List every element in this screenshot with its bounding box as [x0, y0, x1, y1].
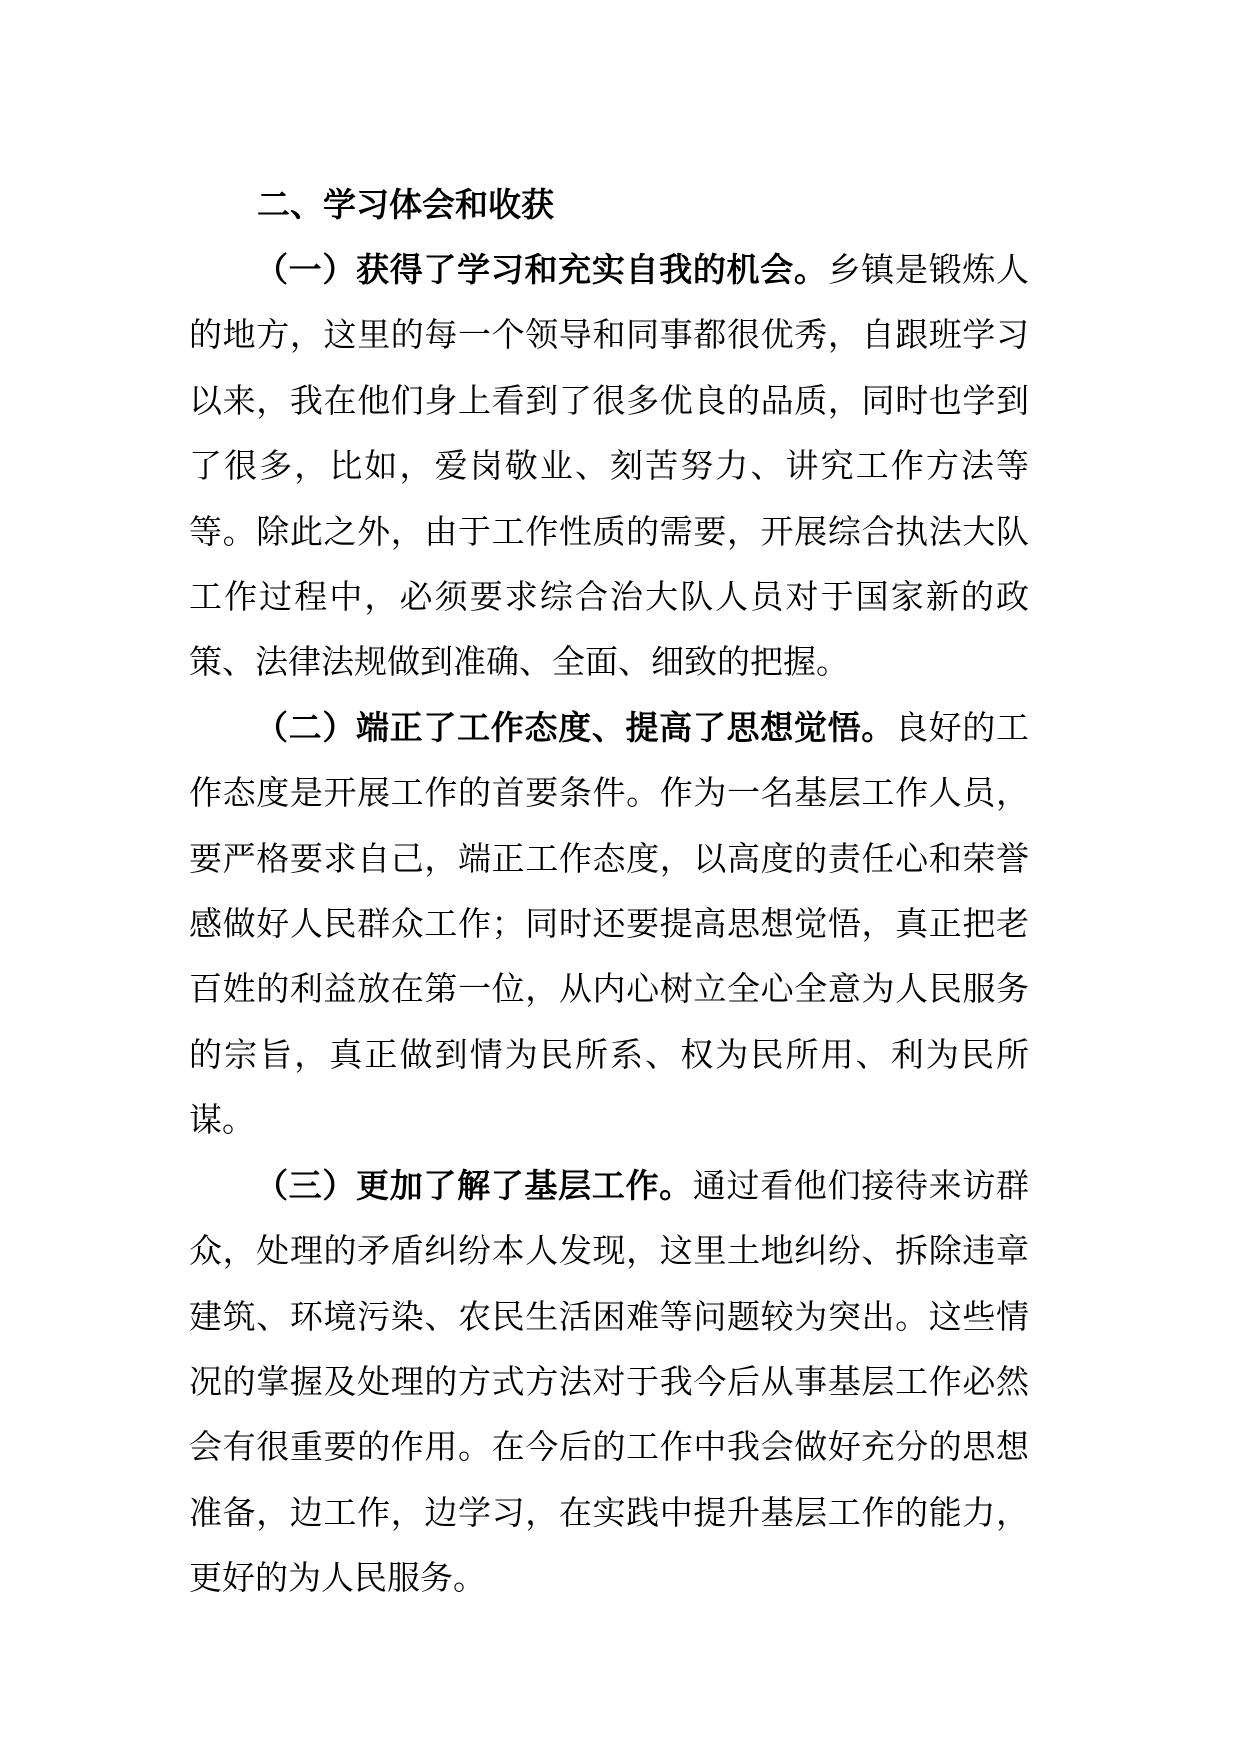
paragraph-2-lead: （二）端正了工作态度、提高了思想觉悟。 — [255, 707, 895, 747]
paragraph-2 — [189, 695, 1029, 1153]
paragraph-3 — [189, 1153, 1029, 1611]
paragraph-1 — [189, 237, 1029, 695]
section-heading: 二、学习体会和收获 — [257, 185, 554, 224]
paragraph-1-text: 乡镇是锻炼人的地方，这里的每一个领导和同事都很优秀，自跟班学习以来，我在他们身上看到了很多优良的品质，同时也学到了很多，比如，爱岗敬业、刻苦努力、讲究工作方法等等。除此之外，由于工作性质的需要，开展综合执法大队工作过程中，必须要求综合治大队人员对于国家新的政策、法律法规做到准确、全面、细致的把握。 — [189, 250, 1030, 682]
paragraph-3-lead: （三）更加了解了基层工作。 — [255, 1165, 693, 1205]
paragraph-1-lead: （一）获得了学习和充实自我的机会。 — [255, 250, 828, 289]
paragraph-2-text: 良好的工作态度是开展工作的首要条件。作为一名基层工作人员，要严格要求自己，端正工作态度，以高度的责任心和荣誉感做好人民群众工作；同时还要提高思想觉悟，真正把老百姓的利益放在第一位，从内心树立全心全意为人民服务的宗旨，真正做到情为民所系、权为民所用、利为民所谋。 — [189, 707, 1030, 1140]
paragraph-3-text: 通过看他们接待来访群众，处理的矛盾纠纷本人发现，这里土地纠纷、拆除违章建筑、环境污染、农民生活困难等问题较为突出。这些情况的掌握及处理的方式方法对于我今后从事基层工作必然会有很重要的作用。在今后的工作中我会做好充分的思想准备，边工作，边学习，在实践中提升基层工作的能力，更好的为人民服务。 — [189, 1165, 1030, 1598]
document-body — [189, 172, 1029, 1611]
